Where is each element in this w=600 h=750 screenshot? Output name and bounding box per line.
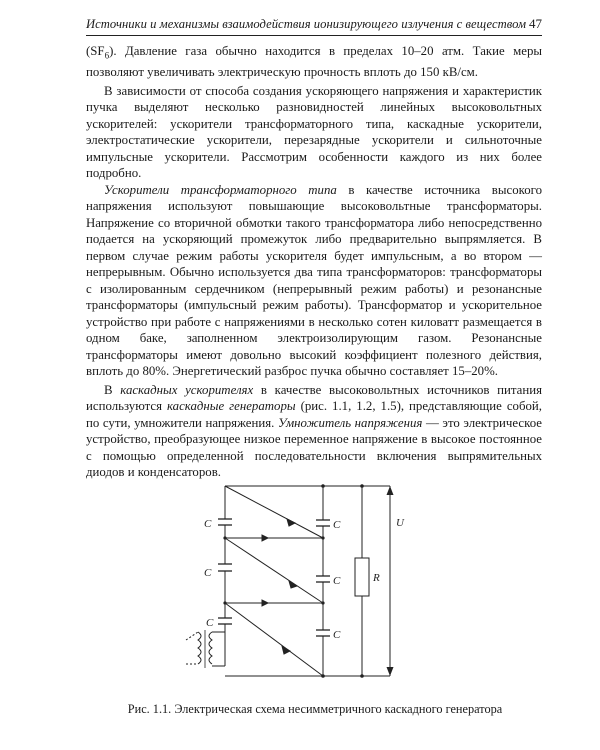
header-title: Источники и механизмы взаимодействия ионизирующего излучения с веществом	[86, 17, 527, 31]
term-cascade-accelerators: каскадных ускорителях	[120, 382, 254, 397]
paragraph-2: В зависимости от способа создания ускоряющего напряжения и характеристик пучка выделяют несколько разновидностей линейных высоковольтных ускорителей: ускорители трансформаторного типа, каскадные ускорители, электростатические ускорители, перезарядные ускорители и сильноточные импульсные ускорители. Рассмотрим особенности каждого из них более подробно.	[86, 83, 542, 181]
cascade-generator-schematic	[170, 480, 430, 700]
term-transformer-accelerators: Ускорители трансформаторного типа	[104, 182, 337, 197]
p4-text-4: — это электрическое устройство, преобразующее низкое переменное напряжение в высокое постоянное с помощью определенной последовательности включения выпрямительных диодов и конденсаторов.	[86, 415, 542, 480]
figure-caption: Рис. 1.1. Электрическая схема несимметричного каскадного генератора	[127, 702, 503, 716]
diode-arrow-diag-1	[287, 519, 295, 526]
p4-text-1: В	[104, 382, 121, 397]
capacitor-plates	[218, 519, 330, 636]
diode-arrow-rung-2	[262, 600, 268, 606]
label-resistor: R	[373, 572, 380, 584]
p1-line1-rest: ). Давление газа обычно находится в пределах 10–20 атм. Такие меры	[109, 44, 542, 58]
node-dots	[223, 484, 363, 678]
p1-subscript: 6	[104, 50, 110, 61]
label-c-left-bot: C	[206, 617, 214, 629]
paragraph-4	[86, 382, 542, 481]
circuit-wires	[225, 486, 390, 676]
label-c-left-top: C	[204, 518, 212, 530]
label-c-left-mid: C	[204, 567, 212, 579]
paragraph-1	[86, 43, 542, 81]
diode-diagonals	[225, 486, 323, 676]
transformer-secondary-winding	[209, 632, 212, 664]
label-c-right-bot: C	[333, 629, 341, 641]
p1-line2: позволяют увеличивать электрическую прочность вплоть до 150 кВ/см.	[86, 65, 479, 80]
p4-text-2: в качестве высоковольтных источников питания используются	[86, 382, 543, 414]
transformer	[186, 630, 225, 668]
resistor	[355, 558, 369, 596]
diode-arrow-diag-3	[282, 646, 290, 654]
label-c-right-top: C	[333, 519, 341, 531]
body-text	[86, 43, 542, 481]
paragraph-3	[86, 182, 542, 380]
label-voltage: U	[396, 517, 404, 529]
diode-arrow-rung-1	[262, 535, 268, 541]
p1-line1-start: (SF	[86, 44, 105, 58]
p4-text-3: (рис. 1.1, 1.2, 1.5), представляющие собой, по сути, умножители напряжения.	[86, 399, 542, 430]
running-header	[86, 15, 542, 36]
label-c-right-mid: C	[333, 575, 341, 587]
circuit-figure	[170, 480, 430, 700]
term-cascade-generators: каскадные генераторы	[166, 399, 296, 414]
p3-text: в качестве источника высокого напряжения используют повышающие высоковольтные трансформаторы. Напряжение со вторичной обмотки такого трансформатора либо непосредственно подается на ускоряющий промежуток либо предварительно выпрямляется. В первом случае режим работы ускорителя будет импульсным, а во втором — непрерывным. Обычно используется два типа трансформаторов: трансформаторы с изолированным сердечником (непрерывный режим работы) и резонансные трансформаторы (импульсный режим работы). Трансформатор и ускорительное устройство при работе с напряжениями в несколько сотен киловатт размещается в одном баке, заполненном электроизолирующим газом. Резонансные трансформаторы имеют довольно высокий коэффициент полезного действия, вплоть до 80%. Энергетический разброс пучка обычно составляет 15–20%.	[86, 182, 542, 379]
page-number: 47	[529, 16, 542, 31]
term-voltage-multiplier: Умножитель напряжения	[277, 415, 423, 430]
transformer-primary-winding	[198, 632, 201, 664]
